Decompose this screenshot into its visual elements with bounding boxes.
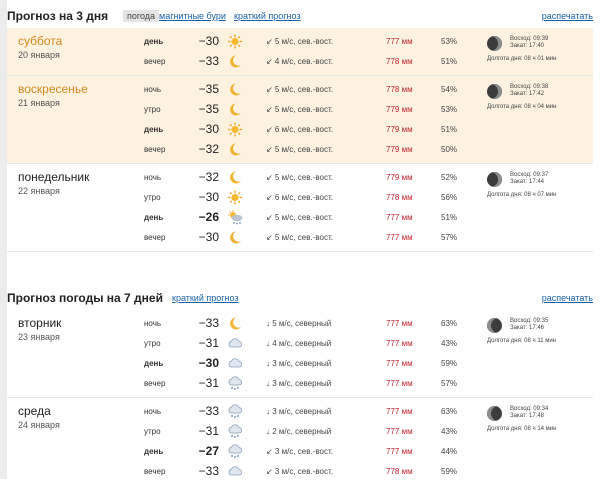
sunset-time: Закат: 17:40 [510, 43, 545, 49]
forecast-page [7, 0, 600, 485]
humidity-value: 50% [441, 145, 458, 154]
day-date: 23 января [18, 332, 60, 342]
wind-info: ↙ 5 м/с, сев.-вост. [266, 37, 333, 46]
print-link[interactable]: распечатать [541, 11, 593, 21]
period-label: день [144, 359, 164, 368]
forecast-row [7, 120, 593, 139]
pressure-value: 777 мм [386, 379, 413, 388]
forecast-row [7, 374, 593, 393]
humidity-value: 57% [441, 233, 458, 242]
wind-info: ↙ 5 м/с, сев.-вост. [266, 105, 333, 114]
sun-snow-icon [227, 210, 243, 225]
period-label: день [144, 125, 164, 134]
period-label: утро [144, 427, 161, 436]
temperature-value: −30 [198, 190, 219, 204]
period-label: день [144, 37, 164, 46]
temperature-value: −30 [198, 356, 219, 370]
day-date: 22 января [18, 186, 60, 196]
moon-icon [227, 82, 243, 97]
pressure-value: 779 мм [386, 173, 413, 182]
forecast-row [7, 354, 593, 373]
forecast3-title: Прогноз на 3 дня [7, 9, 109, 23]
humidity-value: 57% [441, 379, 458, 388]
pressure-value: 778 мм [386, 57, 413, 66]
temperature-value: −26 [198, 210, 219, 224]
period-label: ночь [144, 407, 162, 416]
period-label: день [144, 447, 164, 456]
day-length: Долгота дня: 08 ч 04 мин [487, 104, 557, 110]
humidity-value: 59% [441, 359, 458, 368]
temperature-value: −31 [198, 336, 219, 350]
forecast3-header [7, 0, 600, 28]
sunset-time: Закат: 17:46 [510, 325, 545, 331]
temperature-value: −33 [198, 316, 219, 330]
day-name: воскресенье [18, 82, 88, 96]
day-length: Долгота дня: 08 ч 01 мин [487, 56, 557, 62]
period-label: ночь [144, 85, 162, 94]
wind-info: ↙ 5 м/с, сев.-вост. [266, 173, 333, 182]
period-label: утро [144, 339, 161, 348]
humidity-value: 54% [441, 85, 458, 94]
day-name: суббота [18, 34, 63, 48]
temperature-value: −32 [198, 170, 219, 184]
moon-phase-icon [487, 318, 502, 333]
period-label: вечер [144, 145, 166, 154]
day-block [7, 28, 593, 76]
temperature-value: −30 [198, 34, 219, 48]
period-label: утро [144, 193, 161, 202]
period-label: вечер [144, 57, 166, 66]
temperature-value: −31 [198, 376, 219, 390]
wind-info: ↓ 3 м/с, северный [266, 379, 332, 388]
sunrise-time: Восход: 09:37 [510, 172, 549, 178]
day-name: среда [18, 404, 51, 418]
moon-icon [227, 102, 243, 117]
period-label: ночь [144, 319, 162, 328]
forecast7-header [7, 282, 600, 310]
temperature-value: −33 [198, 464, 219, 478]
wind-info: ↓ 5 м/с, северный [266, 319, 332, 328]
humidity-value: 43% [441, 427, 458, 436]
day-name: понедельник [18, 170, 90, 184]
moon-icon [227, 230, 243, 245]
sun-icon [227, 34, 243, 49]
moon-phase-icon [487, 172, 502, 187]
pressure-value: 779 мм [386, 125, 413, 134]
pressure-value: 778 мм [386, 467, 413, 476]
humidity-value: 53% [441, 105, 458, 114]
humidity-value: 53% [441, 37, 458, 46]
cloud-snow-icon [227, 424, 243, 439]
day-block [7, 398, 593, 485]
wind-info: ↙ 5 м/с, сев.-вост. [266, 145, 333, 154]
sunrise-time: Восход: 09:38 [510, 84, 549, 90]
moon-icon [227, 170, 243, 185]
wind-info: ↙ 4 м/с, сев.-вост. [266, 57, 333, 66]
sunrise-time: Восход: 09:35 [510, 318, 549, 324]
moon-icon [227, 54, 243, 69]
temperature-value: −30 [198, 122, 219, 136]
sun-icon [227, 190, 243, 205]
wind-info: ↓ 2 м/с, северный [266, 427, 332, 436]
wind-info: ↙ 6 м/с, сев.-вост. [266, 193, 333, 202]
day-date: 21 января [18, 98, 60, 108]
sunset-time: Закат: 17:44 [510, 179, 545, 185]
wind-info: ↓ 3 м/с, северный [266, 407, 332, 416]
pressure-value: 779 мм [386, 145, 413, 154]
tab-short-forecast[interactable]: краткий прогноз [234, 11, 301, 21]
temperature-value: −30 [198, 230, 219, 244]
forecast-row [7, 208, 593, 227]
wind-info: ↙ 3 м/с, сев.-вост. [266, 467, 333, 476]
humidity-value: 63% [441, 319, 458, 328]
sun-icon [227, 122, 243, 137]
pressure-value: 779 мм [386, 105, 413, 114]
day-block [7, 310, 593, 398]
period-label: день [144, 213, 164, 222]
pressure-value: 777 мм [386, 359, 413, 368]
left-border [0, 0, 7, 479]
wind-info: ↓ 3 м/с, северный [266, 359, 332, 368]
pressure-value: 777 мм [386, 37, 413, 46]
pressure-value: 777 мм [386, 427, 413, 436]
day-block [7, 164, 593, 252]
forecast-row [7, 462, 593, 481]
cloud-snow-icon [227, 444, 243, 459]
temperature-value: −33 [198, 404, 219, 418]
forecast-row [7, 442, 593, 461]
pressure-value: 778 мм [386, 193, 413, 202]
forecast-row [7, 80, 593, 99]
humidity-value: 51% [441, 125, 458, 134]
day-date: 20 января [18, 50, 60, 60]
temperature-value: −35 [198, 82, 219, 96]
wind-info: ↙ 3 м/с, сев.-вост. [266, 447, 333, 456]
day-name: вторник [18, 316, 62, 330]
day-length: Долгота дня: 08 ч 14 мин [487, 426, 557, 432]
cloud-icon [227, 356, 243, 371]
pressure-value: 777 мм [386, 213, 413, 222]
pressure-value: 778 мм [386, 85, 413, 94]
sunrise-time: Восход: 09:39 [510, 36, 549, 42]
moon-phase-icon [487, 406, 502, 421]
tab-short-forecast-7[interactable]: краткий прогноз [172, 293, 239, 303]
sunrise-time: Восход: 09:34 [510, 406, 549, 412]
humidity-value: 51% [441, 57, 458, 66]
moon-phase-icon [487, 36, 502, 51]
moon-icon [227, 142, 243, 157]
moon-icon [227, 316, 243, 331]
day-length: Долгота дня: 08 ч 07 мин [487, 192, 557, 198]
humidity-value: 56% [441, 193, 458, 202]
humidity-value: 59% [441, 467, 458, 476]
wind-info: ↙ 6 м/с, сев.-вост. [266, 125, 333, 134]
temperature-value: −32 [198, 142, 219, 156]
tab-magnetic-storms[interactable]: магнитные бури [159, 11, 226, 21]
print-link-7[interactable]: распечатать [541, 293, 593, 303]
moon-phase-icon [487, 84, 502, 99]
temperature-value: −27 [198, 444, 219, 458]
temperature-value: −31 [198, 424, 219, 438]
forecast-row [7, 402, 593, 421]
forecast-row [7, 140, 593, 159]
forecast7-title: Прогноз погоды на 7 дней [7, 291, 163, 305]
sunset-time: Закат: 17:48 [510, 413, 545, 419]
cloud-icon [227, 464, 243, 479]
pressure-value: 777 мм [386, 447, 413, 456]
temperature-value: −33 [198, 54, 219, 68]
period-label: ночь [144, 173, 162, 182]
wind-info: ↙ 5 м/с, сев.-вост. [266, 85, 333, 94]
cloud-snow-icon [227, 404, 243, 419]
day-length: Долгота дня: 08 ч 11 мин [487, 338, 556, 344]
period-label: вечер [144, 379, 166, 388]
temperature-value: −35 [198, 102, 219, 116]
humidity-value: 51% [441, 213, 458, 222]
pressure-value: 777 мм [386, 319, 413, 328]
period-label: утро [144, 105, 161, 114]
period-label: вечер [144, 233, 166, 242]
wind-info: ↙ 5 м/с, сев.-вост. [266, 213, 333, 222]
forecast-row [7, 228, 593, 247]
period-label: вечер [144, 467, 166, 476]
pressure-value: 777 мм [386, 233, 413, 242]
forecast-row [7, 32, 593, 51]
pressure-value: 777 мм [386, 407, 413, 416]
humidity-value: 52% [441, 173, 458, 182]
day-block [7, 76, 593, 164]
pressure-value: 777 мм [386, 339, 413, 348]
cloud-snow-icon [227, 376, 243, 391]
day-date: 24 января [18, 420, 60, 430]
sunset-time: Закат: 17:42 [510, 91, 545, 97]
wind-info: ↓ 4 м/с, северный [266, 339, 332, 348]
humidity-value: 63% [441, 407, 458, 416]
humidity-value: 44% [441, 447, 458, 456]
wind-info: ↙ 5 м/с, сев.-вост. [266, 233, 333, 242]
humidity-value: 43% [441, 339, 458, 348]
forecast-row [7, 314, 593, 333]
cloud-icon [227, 336, 243, 351]
forecast-row [7, 168, 593, 187]
tab-weather[interactable]: погода [123, 10, 159, 22]
